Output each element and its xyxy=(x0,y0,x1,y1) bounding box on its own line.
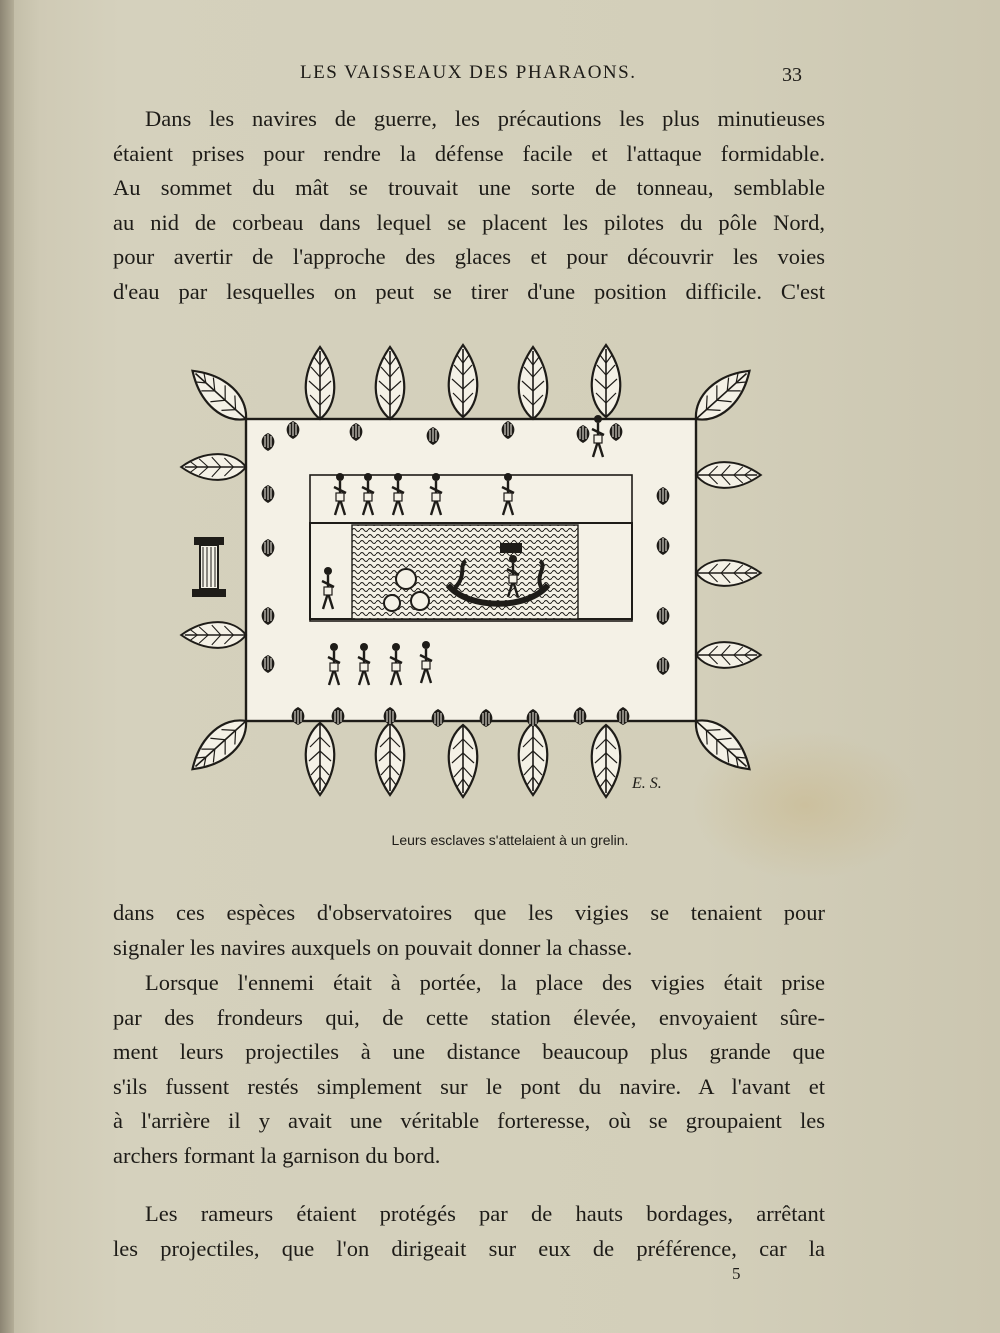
egyptian-illustration xyxy=(168,335,778,815)
paragraph-line: les projectiles, que l'on dirigeait sur eux de préférence, car la xyxy=(113,1235,825,1261)
paragraph-1 xyxy=(113,102,825,309)
paragraph-3 xyxy=(113,966,825,1173)
paragraph-line: signaler les navires auxquels on pouvait donner la chasse. xyxy=(113,934,633,960)
paragraph-line: étaient prises pour rendre la défense facile et l'attaque formidable. xyxy=(113,140,825,166)
paragraph-line: Au sommet du mât se trouvait une sorte de tonneau, semblable xyxy=(113,175,825,200)
paragraph-4 xyxy=(113,1197,825,1266)
paragraph-line: d'eau par lesquelles on peut se tirer d'une position difficile. C'est xyxy=(113,278,825,304)
paragraph-line: pour avertir de l'approche des glaces et pour découvrir les voies xyxy=(113,244,825,269)
page-number: 33 xyxy=(782,64,802,86)
paragraph-line: Dans les navires de guerre, les précautions les plus minutieuses xyxy=(145,106,825,131)
paragraph-line: ment leurs projectiles à une distance beaucoup plus grande que xyxy=(113,1039,825,1064)
paragraph-line: s'ils fussent restés simplement sur le pont du navire. A l'avant et xyxy=(113,1073,825,1099)
running-title: LES VAISSEAUX DES PHARAONS. xyxy=(300,62,637,83)
signature-number: 5 xyxy=(732,1264,741,1283)
paragraph-line: par des frondeurs qui, de cette station élevée, envoyaient sûre- xyxy=(113,1004,825,1030)
paragraph-line: Lorsque l'ennemi était à portée, la place des vigies était prise xyxy=(145,970,825,995)
page-edge xyxy=(0,0,14,1333)
paragraph-line: à l'arrière il y avait une véritable forteresse, où se groupaient les xyxy=(113,1108,825,1133)
paragraph-line: archers formant la garnison du bord. xyxy=(113,1142,441,1168)
artist-initials: E. S. xyxy=(632,775,662,792)
paragraph-line: au nid de corbeau dans lequel se placent les pilotes du pôle Nord, xyxy=(113,209,825,235)
paragraph-2 xyxy=(113,896,825,965)
paragraph-line: dans ces espèces d'observatoires que les vigies se tenaient pour xyxy=(113,900,825,925)
figure-caption: Leurs esclaves s'attelaient à un grelin. xyxy=(391,832,629,848)
paragraph-line: Les rameurs étaient protégés par de hauts bordages, arrêtant xyxy=(145,1201,825,1226)
